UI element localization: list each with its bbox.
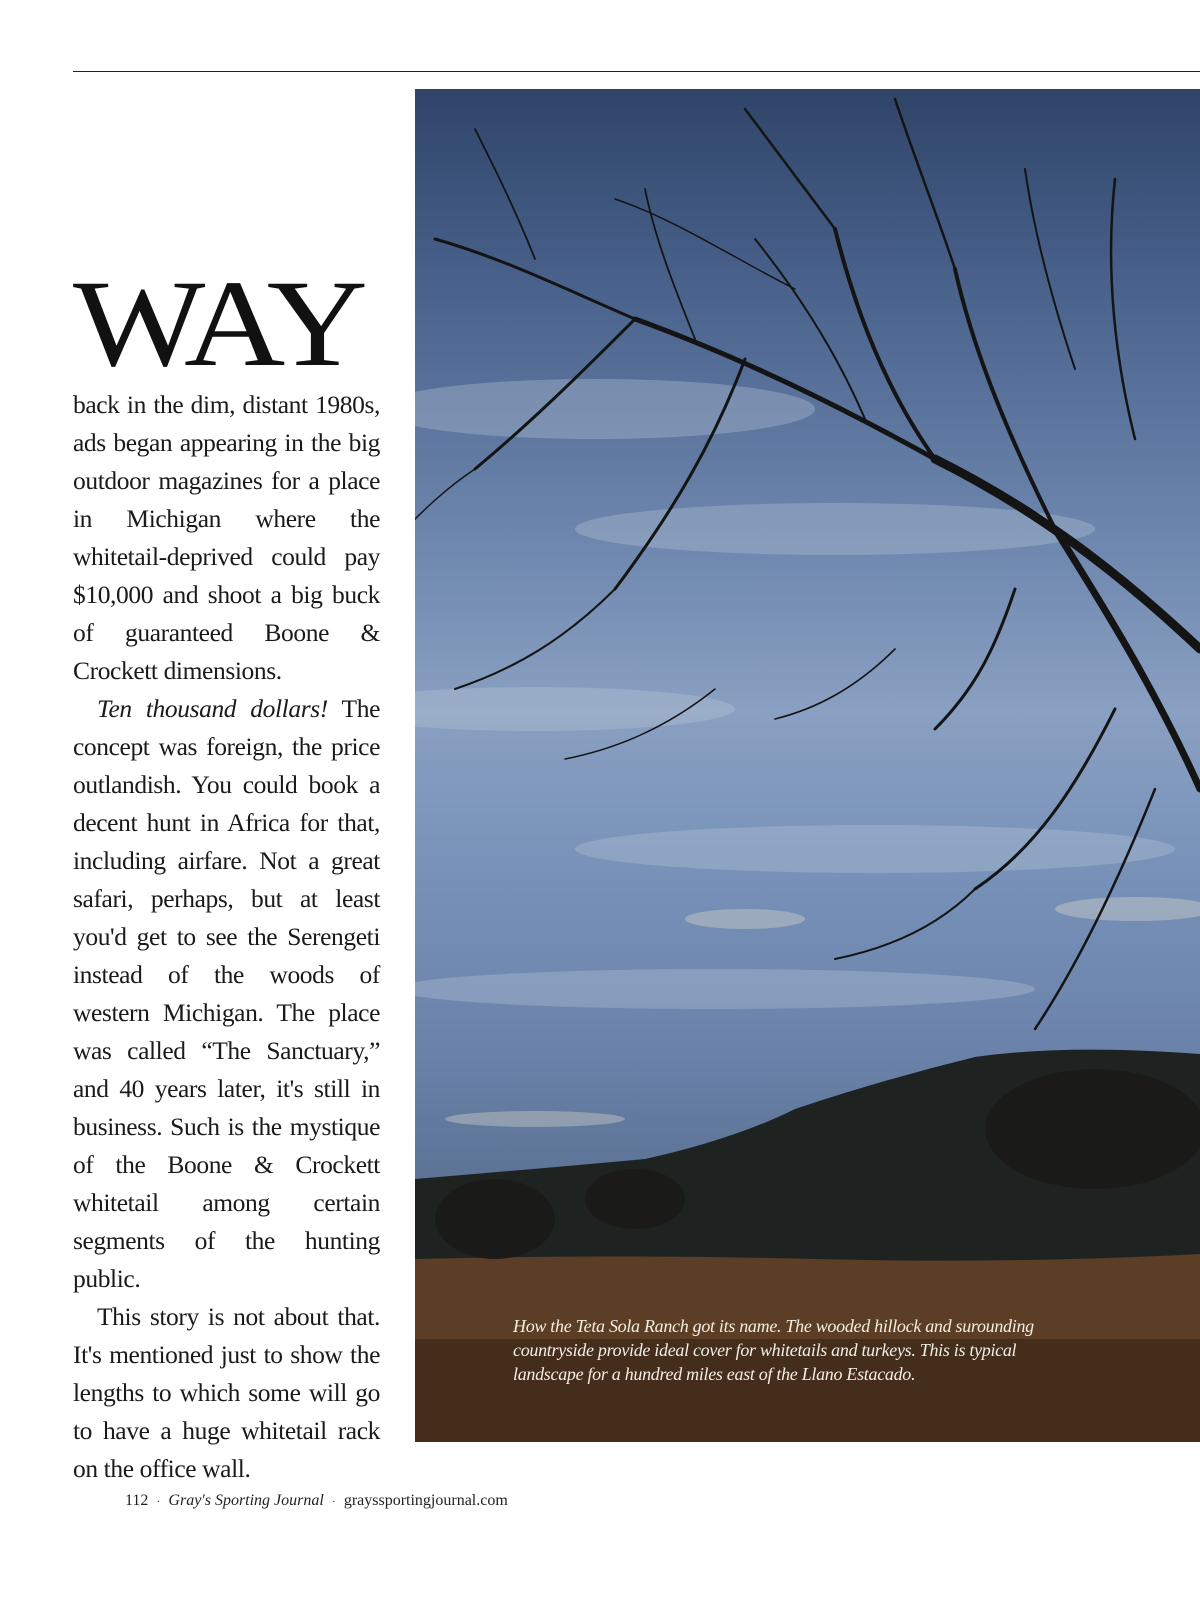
photo-caption: How the Teta Sola Ranch got its name. The wooded hillock and surounding countryside provide ideal cover for whitetails and turkeys. This is typical landscape for a hundred miles east of the Llano Estacado. <box>513 1316 1034 1384</box>
paragraph-2-body: concept was foreign, the price outlandish. You could book a decent hunt in Africa for that, including airfare. Not a great safari, perhaps, but at least you'd get to see the Serengeti instead of the woods of western Michigan. The place was called “The Sanctuary,” and 40 years later, it's still in business. Such is the mystique of the Boone & Crockett whitetail among certain segments of the hunting public. <box>73 732 380 1293</box>
emphasis-phrase: Ten thousand dollars! <box>97 694 328 723</box>
top-rule <box>73 71 1200 72</box>
article-paragraph-1: back in the dim, distant 1980s, ads began appearing in the big outdoor magazines for a place in Michigan where the whitetail-deprived could pay $10,000 and shoot a big buck of guaranteed Boone & Crockett dimensions. <box>73 390 380 685</box>
article-column <box>73 255 380 1488</box>
footer-separator: · <box>156 1494 161 1508</box>
landscape-photo <box>415 89 1200 1442</box>
footer-separator: · <box>331 1494 336 1508</box>
article-paragraph-3: This story is not about that. It's mentioned just to show the lengths to which some will go to have a huge whitetail rack on the office wall. <box>73 1302 380 1483</box>
article-paragraph-2 <box>73 690 380 1298</box>
page-number: 112 <box>125 1492 149 1509</box>
emphasis-tail: The <box>327 694 380 723</box>
website-url: grayssportingjournal.com <box>343 1492 508 1509</box>
page-footer <box>125 1492 508 1510</box>
drop-cap-word: WAY <box>73 255 363 392</box>
magazine-name: Gray's Sporting Journal <box>168 1492 324 1509</box>
tree-silhouette <box>415 89 1200 1442</box>
